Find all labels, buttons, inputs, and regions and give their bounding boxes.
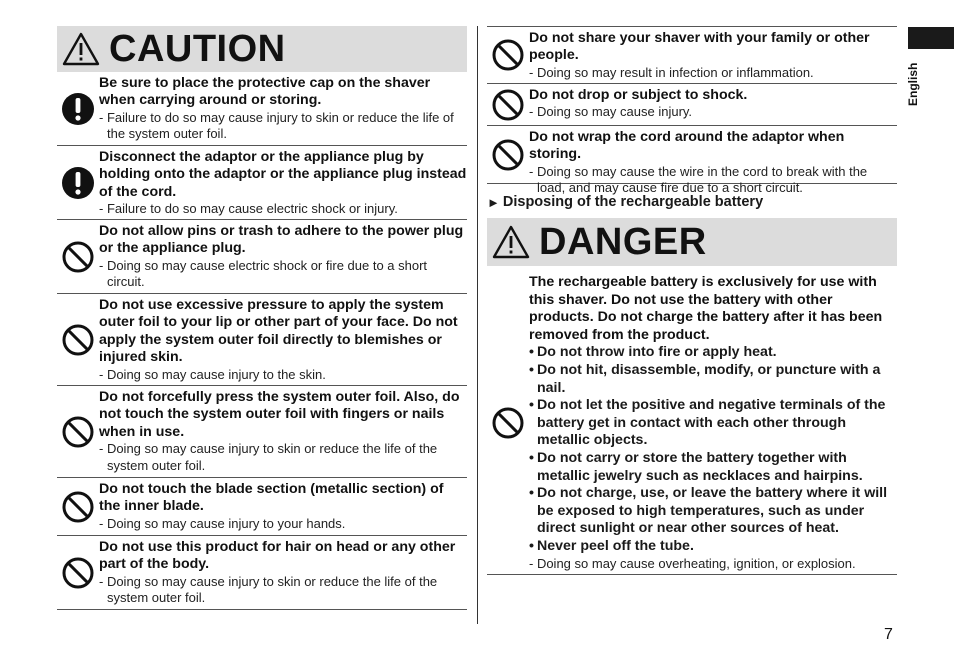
caution-item-note: - Doing so may cause injury to skin or reduce the life of the system outer foil. bbox=[99, 573, 438, 606]
prohibition-icon bbox=[62, 324, 94, 356]
prohibition-icon bbox=[62, 557, 94, 589]
danger-bullet-text: Do not let the positive and negative terminals of the battery get in contact with each other through metallic objects. bbox=[537, 397, 886, 449]
prohibition-icon bbox=[492, 407, 524, 439]
prohibition-icon bbox=[62, 241, 94, 273]
danger-bullet-text: Do not throw into fire or apply heat. bbox=[537, 344, 777, 361]
prohibition-item bbox=[487, 26, 897, 84]
caution-item-title: Do not allow pins or trash to adhere to the power plug or the appliance plug. bbox=[99, 223, 464, 257]
language-label: English bbox=[906, 62, 920, 106]
bullet-dot: • bbox=[529, 397, 534, 414]
page-number: 7 bbox=[884, 626, 893, 643]
caution-item-title: Be sure to place the protective cap on the shaver when carrying around or storing. bbox=[99, 75, 431, 109]
caution-item bbox=[57, 146, 467, 220]
column-divider bbox=[477, 26, 478, 624]
caution-item bbox=[57, 72, 467, 146]
caution-item-title: Do not use this product for hair on head or any other part of the body. bbox=[99, 539, 456, 573]
prohibition-icon bbox=[492, 139, 524, 171]
caution-item-title: Disconnect the adaptor or the appliance plug by holding onto the adaptor or the appliance plug instead of the cord. bbox=[99, 149, 467, 200]
exclamation-circle-icon bbox=[62, 167, 94, 199]
danger-bullet-text: Do not carry or store the battery together with metallic jewelry such as necklaces and hairpins. bbox=[537, 449, 863, 484]
bullet-dot: • bbox=[529, 537, 534, 554]
danger-bullet bbox=[529, 485, 897, 538]
danger-bullet bbox=[529, 538, 897, 556]
prohibition-icon bbox=[492, 39, 524, 71]
caution-item-note: - Failure to do so may cause injury to skin or reduce the life of the system outer foil. bbox=[99, 109, 454, 142]
danger-item bbox=[487, 266, 897, 575]
exclamation-circle-icon bbox=[62, 93, 94, 125]
bullet-dot: • bbox=[529, 449, 534, 466]
caution-item bbox=[57, 386, 467, 478]
prohibition-item-note: - Doing so may cause the wire in the cord to break with the load, and may cause fire due to a short circuit. bbox=[529, 163, 868, 196]
right-column bbox=[487, 26, 897, 575]
caution-item bbox=[57, 294, 467, 386]
danger-bullet bbox=[529, 397, 897, 450]
caution-item-title: Do not use excessive pressure to apply the system outer foil to your lip or other part of your face. Do not apply the system outer foil directly to blemishes or injured skin. bbox=[99, 297, 458, 366]
caution-item bbox=[57, 220, 467, 294]
danger-note: - Doing so may cause overheating, ignition, or explosion. bbox=[529, 555, 856, 571]
caution-item-title: Do not touch the blade section (metallic section) of the inner blade. bbox=[99, 481, 444, 515]
danger-bullet-text: Do not hit, disassemble, modify, or puncture with a nail. bbox=[537, 361, 881, 396]
prohibition-item bbox=[487, 126, 897, 196]
prohibition-item bbox=[487, 84, 897, 126]
language-tab bbox=[908, 27, 954, 49]
caution-section bbox=[57, 26, 467, 610]
danger-bullet bbox=[529, 344, 897, 362]
prohibition-item-title: Do not wrap the cord around the adaptor when storing. bbox=[529, 129, 845, 163]
prohibition-icon bbox=[62, 491, 94, 523]
prohibition-icon bbox=[62, 416, 94, 448]
bullet-dot: • bbox=[529, 485, 534, 502]
danger-header bbox=[487, 218, 897, 266]
danger-bullet-text: Do not charge, use, or leave the battery where it will be exposed to high temperatures, such as under direct sunlight or near other sources of heat. bbox=[537, 485, 888, 537]
disposal-heading-text: Disposing of the rechargeable battery bbox=[502, 194, 764, 210]
prohibition-item-title: Do not drop or subject to shock. bbox=[529, 87, 748, 103]
caution-item bbox=[57, 536, 467, 610]
caution-title: CAUTION bbox=[109, 27, 286, 70]
danger-title: DANGER bbox=[539, 220, 707, 263]
caution-item-note: - Doing so may cause injury to skin or reduce the life of the system outer foil. bbox=[99, 441, 438, 473]
warning-triangle-icon bbox=[61, 31, 101, 67]
prohibition-item-note: - Doing so may cause injury. bbox=[529, 104, 693, 120]
caution-item-note: - Doing so may cause injury to the skin. bbox=[99, 366, 326, 382]
prohibition-item-title: Do not share your shaver with your family or other people. bbox=[529, 30, 870, 64]
prohibition-item-note: - Doing so may result in infection or inflammation. bbox=[529, 64, 814, 80]
danger-intro: The rechargeable battery is exclusively for use with this shaver. Do not use the battery with other products. Do not charge the battery after it has been removed from the product. bbox=[529, 274, 883, 343]
warning-triangle-icon bbox=[491, 224, 531, 260]
caution-item-note: - Doing so may cause injury to your hands. bbox=[99, 515, 346, 531]
prohibition-icon bbox=[492, 89, 524, 121]
caution-item-note: - Failure to do so may cause electric shock or injury. bbox=[99, 201, 398, 217]
caution-item bbox=[57, 478, 467, 536]
danger-bullet-text: Never peel off the tube. bbox=[537, 537, 694, 554]
caution-item-note: - Doing so may cause electric shock or fire due to a short circuit. bbox=[99, 257, 428, 290]
arrow-right-icon: ► bbox=[487, 194, 500, 210]
danger-bullet bbox=[529, 450, 897, 485]
caution-header bbox=[57, 26, 467, 72]
bullet-dot: • bbox=[529, 361, 534, 378]
danger-bullet bbox=[529, 362, 897, 397]
caution-item-title: Do not forcefully press the system outer foil. Also, do not touch the system outer foil with fingers or nails when in use. bbox=[99, 389, 460, 440]
bullet-dot: • bbox=[529, 344, 534, 361]
